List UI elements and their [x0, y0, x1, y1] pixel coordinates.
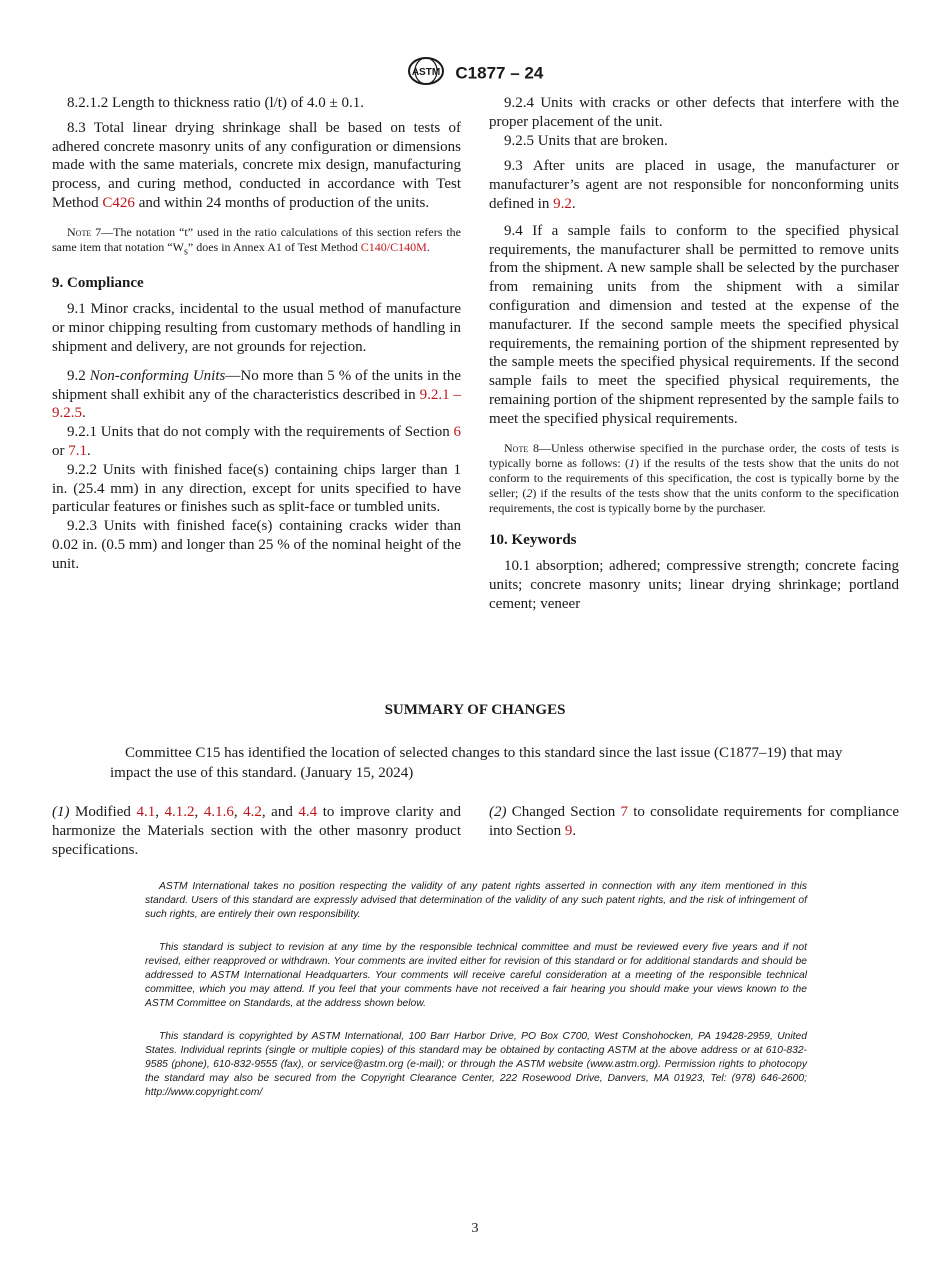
legal-copyright-notice: This standard is copyrighted by ASTM International, 100 Barr Harbor Drive, PO Box C700, West Conshohocken, PA 19428-2959, United States. Individual reprints (single or multiple copies) of this standard may be obtained by contacting ASTM at the above address or at 610-832-9585 (phone), 610-832-9555 (fax), or service@astm.org (e-mail); or through the ASTM website (www.astm.org). Permission rights to photocopy the standard may also be secured from the Copyright Clearance Center, 222 Rosewood Drive, Danvers, MA 01923, Tel: (978) 646-2600; http://www.copyright.com/ [145, 1031, 807, 1098]
link-7-1[interactable]: 7.1 [68, 442, 87, 459]
summary-title: SUMMARY OF CHANGES [384, 702, 566, 718]
link-4-1[interactable]: 4.1 [136, 804, 156, 820]
para-9-2-3: 9.2.3 Units with finished face(s) containing cracks wider than 0.02 in. (0.5 mm) and longer than 25 % of the nominal height of the unit. [52, 518, 461, 572]
standard-code: C1877 – 24 [455, 63, 544, 83]
link-4-2[interactable]: 4.2 [243, 804, 262, 820]
legal-patent-notice: ASTM International takes no position respecting the validity of any patent rights asserted in connection with any item mentioned in this standard. Users of this standard are expressly advised that determination of the validity of any such patent rights, and the risk of infringement of such rights, are entirely their own responsibility. [145, 881, 807, 920]
right-column [489, 94, 899, 614]
link-9-2-1-9-2-5[interactable]: 9.2.1 – 9.2.5 [52, 386, 462, 422]
summary-intro: Committee C15 has identified the location of selected changes to this standard since the last issue (C1877–19) that may impact the use of this standard. (January 15, 2024) [110, 745, 843, 781]
para-9-2-4: 9.2.4 Units with cracks or other defects that interfere with the proper placement of the unit. [489, 95, 899, 130]
para-8-2-1-2: 8.2.1.2 Length to thickness ratio (l/t) of 4.0 ± 0.1. [67, 95, 364, 111]
link-section-6[interactable]: 6 [453, 424, 461, 441]
link-9-2[interactable]: 9.2 [553, 195, 572, 212]
note-8: Note 8—Unless otherwise specified in the purchase order, the costs of tests is typically borne as follows: (1) if the results of the tests show that the units do not conform to the requirements of this specification, the cost is typically borne by the seller; (2) if the results of the tests show that the units conform to the specification requirements, the cost is typically borne by the purchaser. [489, 440, 899, 516]
para-10-1: 10.1 absorption; adhered; compressive strength; concrete facing units; concrete masonry units; linear drying shrinkage; portland cement; veneer [489, 558, 899, 612]
page-number: 3 [471, 1221, 479, 1236]
link-section-7[interactable]: 7 [620, 804, 628, 820]
para-8-3: 8.3 Total linear drying shrinkage shall be based on tests of adhered concrete masonry units of any configuration or dimensions made with the same materials, concrete mix design, manufacturing process, and curing method, conducted in accordance with Test Method C426 and within 24 months of production of the units. [52, 119, 461, 211]
section-9-heading: 9. Compliance [52, 274, 144, 291]
para-9-2-5: 9.2.5 Units that are broken. [504, 132, 668, 149]
note-7: Note 7—The notation “t” used in the ratio calculations of this section refers the same item that notation “$W_s$” does in Annex A1 of Test Method C140/C140M. [52, 224, 462, 258]
section-10-heading: 10. Keywords [489, 531, 577, 548]
change-item-1: (1) Modified 4.1, 4.1.2, 4.1.6, 4.2, and 4.4 to improve clarity and harmonize the Materials section with the other masonry product specifications. [52, 804, 462, 858]
para-9-1: 9.1 Minor cracks, incidental to the usual method of manufacture or minor chipping resulting from customary methods of handling in shipment and delivery, are not grounds for rejection. [52, 301, 461, 355]
link-4-1-2[interactable]: 4.1.2 [164, 804, 195, 820]
document-header [0, 56, 950, 91]
para-9-2-1: 9.2.1 Units that do not comply with the requirements of Section 6 or 7.1. [52, 424, 461, 459]
para-9-2: 9.2 Non-conforming Units—No more than 5 % of the units in the shipment shall exhibit any of the characteristics described in 9.2.1 – 9.2.5. [52, 367, 462, 422]
link-c426[interactable]: C426 [102, 194, 135, 211]
para-9-4: 9.4 If a sample fails to conform to the specified physical requirements, the manufacturer shall be permitted to remove units from the shipment. A new sample shall be selected by the purchaser from remaining units from the shipment with a similar configuration and dimension and tested at the expense of the manufacturer. If the second sample meets the specified physical requirements, the remaining portion of the shipment represented by the sample meets the specified physical requirements. If the second sample fails to meet the specified physical requirements, the remaining portion of the shipment represented by the sample fails to meet the specified physical requirements. [489, 222, 899, 427]
astm-logo-text: ASTM [411, 67, 440, 78]
legal-revision-notice: This standard is subject to revision at any time by the responsible technical committee and must be reviewed every five years and if not revised, either reapproved or withdrawn. Your comments are invited either for revision of this standard or for additional standards and should be addressed to ASTM International Headquarters. Your comments will receive careful consideration at a meeting of the responsible technical committee, which you may attend. If you feel that your comments have not received a fair hearing you should make your views known to the ASTM Committee on Standards, at the address shown below. [145, 942, 807, 1009]
link-section-9[interactable]: 9 [564, 822, 573, 839]
para-9-2-2: 9.2.2 Units with finished face(s) containing chips larger than 1 in. (25.4 mm) in any direction, except for units specified to have particular features or finishes such as split-face or tumbled units. [52, 461, 461, 516]
link-4-4[interactable]: 4.4 [298, 804, 318, 820]
astm-logo-icon [407, 56, 445, 91]
link-c140[interactable]: C140/C140M [360, 239, 427, 254]
para-9-3: 9.3 After units are placed in usage, the manufacturer or manufacturer’s agent are not responsible for nonconforming units defined in 9.2. [489, 158, 899, 212]
left-column [52, 94, 461, 574]
link-4-1-6[interactable]: 4.1.6 [203, 804, 234, 820]
change-item-2: (2) Changed Section 7 to consolidate requirements for compliance into Section 9. [489, 804, 899, 839]
